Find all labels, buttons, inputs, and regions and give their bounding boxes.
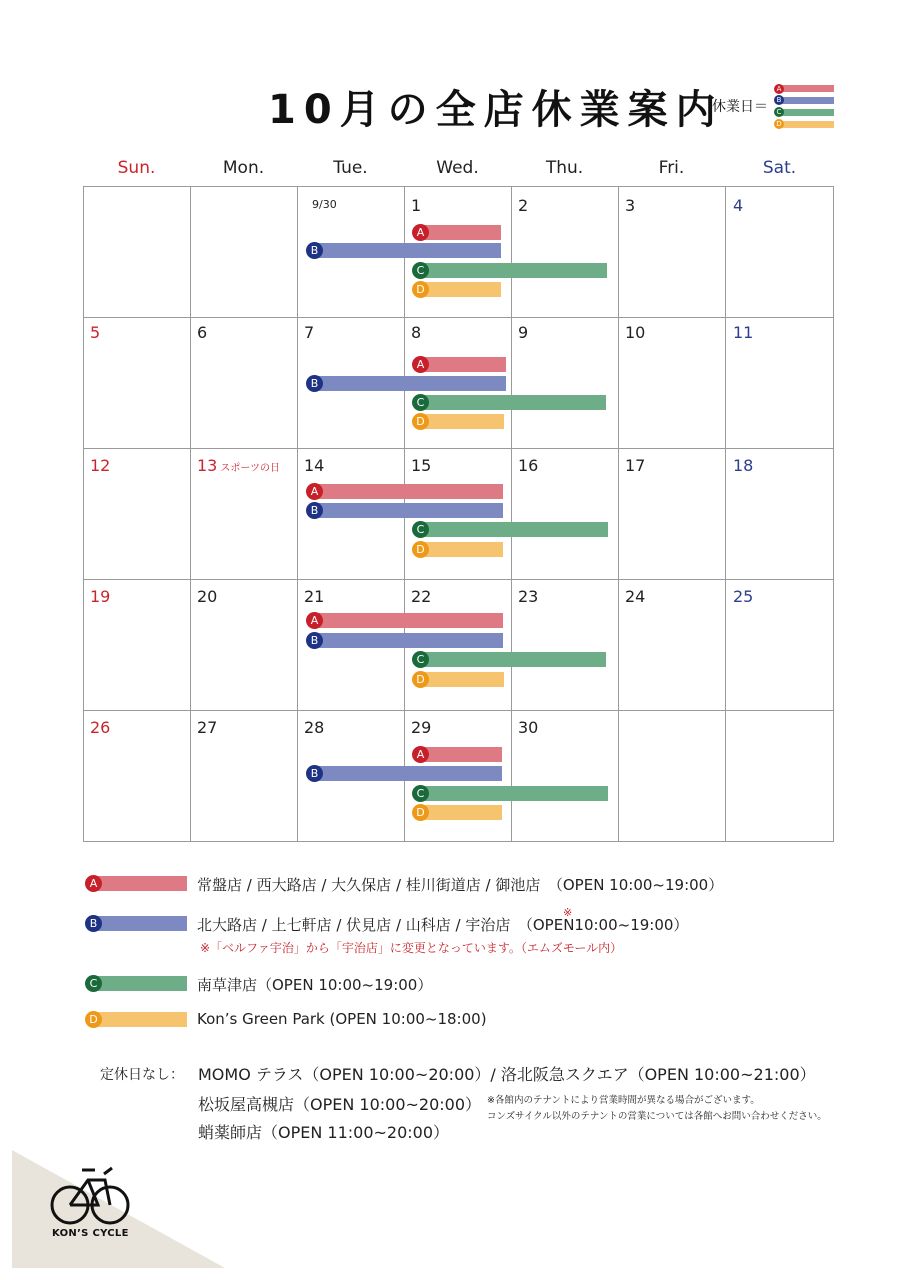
closure-bar-c [418,786,608,801]
date-cell: 19 [90,587,111,606]
legend-bar-a [776,85,834,92]
footnote: コンズサイクル以外のテナントの営業については各館へお問い合わせください。 [487,1111,827,1122]
date-cell: 1 [411,196,422,215]
closure-bar-b [312,503,503,518]
asterisk-mark: ※ [563,906,573,919]
no-fixed-store-line: MOMO テラス（OPEN 10:00~20:00）/ 洛北阪急スクエア（OPEN 10:00~21:00） [198,1065,816,1084]
footnote: ※各館内のテナントにより営業時間が異なる場合がございます。 [487,1095,760,1106]
date-cell: 27 [197,718,218,737]
legend-bar [95,916,187,931]
closure-bar-c [418,652,606,667]
date-cell: 22 [411,587,432,606]
grid-line [725,187,726,841]
closure-bar-b [312,243,501,258]
date-cell: 3 [625,196,636,215]
closure-bar-a [418,357,506,372]
closure-bar-a [418,747,502,762]
date-number: 13 [197,456,218,475]
closure-bar-d [418,542,503,557]
store-a-dot: A [306,483,323,500]
closure-bar-d [418,282,501,297]
date-cell: 9/30 [312,198,337,211]
legend-bar-d [776,121,834,128]
date-cell: 15 [411,456,432,475]
date-cell: 14 [304,456,325,475]
brand-logo: KON’S CYCLE [52,1228,129,1239]
store-d-dot: D [412,281,429,298]
legend-dot: C [85,975,102,992]
no-fixed-store-line: 松坂屋高槻店（OPEN 10:00~20:00） [198,1095,482,1114]
date-cell: 2 [518,196,529,215]
grid-line [84,579,833,580]
legend-stores-c: 南草津店（OPEN 10:00~19:00） [197,976,433,994]
date-cell: 16 [518,456,539,475]
date-cell: 12 [90,456,111,475]
weekday-mon: Mon. [222,158,265,178]
legend-dot: D [85,1011,102,1028]
closure-bar-c [418,395,606,410]
date-cell: 11 [733,323,754,342]
date-cell: 30 [518,718,539,737]
date-cell: 23 [518,587,539,606]
grid-line [84,710,833,711]
date-cell: 6 [197,323,208,342]
date-cell: 24 [625,587,646,606]
closure-bar-b [312,633,503,648]
weekday-fri: Fri. [658,158,685,178]
weekday-thu: Thu. [545,158,584,178]
store-a-dot: A [412,746,429,763]
store-c-dot: C [412,785,429,802]
store-d-dot: D [412,671,429,688]
grid-line [297,187,298,841]
closure-bar-d [418,805,502,820]
store-c-dot: C [412,262,429,279]
date-cell: 17 [625,456,646,475]
legend-dot: B [85,915,102,932]
closure-bar-a [312,484,503,499]
date-cell-holiday [197,456,280,475]
legend-dot: A [85,875,102,892]
holiday-label: スポーツの日 [220,463,280,474]
date-cell: 18 [733,456,754,475]
store-c-dot: C [412,651,429,668]
store-b-dot: B [306,632,323,649]
legend-bar [95,976,187,991]
legend-stores-b: 北大路店 / 上七軒店 / 伏見店 / 山科店 / 宇治店 （OPEN10:00~19:00） [197,916,689,934]
date-cell: 9 [518,323,529,342]
grid-line [511,187,512,841]
no-fixed-holiday-label: 定休日なし： [100,1067,184,1083]
date-cell: 28 [304,718,325,737]
store-b-dot: B [306,375,323,392]
closure-bar-a [418,225,501,240]
date-cell: 25 [733,587,754,606]
grid-line [84,317,833,318]
store-b-dot: B [306,242,323,259]
closure-bar-d [418,672,504,687]
corner-decoration [0,1150,230,1280]
legend-stores-a: 常盤店 / 西大路店 / 大久保店 / 桂川街道店 / 御池店 （OPEN 10:00~19:00） [197,876,724,894]
store-a-dot: A [412,224,429,241]
store-b-dot: B [306,502,323,519]
closed-day-label: 休業日＝ [712,99,768,115]
date-cell: 29 [411,718,432,737]
legend-bar [95,1012,187,1027]
legend-stores-d: Kon’s Green Park (OPEN 10:00~18:00) [197,1010,487,1028]
closure-bar-d [418,414,504,429]
grid-line [190,187,191,841]
weekday-sun: Sun. [117,158,156,178]
store-b-dot: B [306,765,323,782]
grid-line [618,187,619,841]
store-a-dot: A [412,356,429,373]
closure-bar-c [418,522,608,537]
closure-bar-a [312,613,503,628]
date-cell: 8 [411,323,422,342]
date-cell: 21 [304,587,325,606]
store-c-dot: C [412,521,429,538]
legend-bar-b [776,97,834,104]
store-a-dot: A [306,612,323,629]
legend-dot-d: D [774,119,784,129]
closure-bar-b [312,766,502,781]
store-c-dot: C [412,394,429,411]
date-cell: 7 [304,323,315,342]
date-cell: 5 [90,323,101,342]
legend-bar-c [776,109,834,116]
page-title: 10月の全店休業案内 [268,87,724,133]
legend-bar [95,876,187,891]
legend-dot-a: A [774,84,784,94]
uji-store-note: ※「ベルファ宇治」から「宇治店」に変更となっています。（エムズモール内） [200,941,623,955]
store-d-dot: D [412,413,429,430]
weekday-sat: Sat. [762,158,797,178]
store-d-dot: D [412,541,429,558]
date-cell: 4 [733,196,744,215]
legend-dot-b: B [774,95,784,105]
closure-bar-c [418,263,607,278]
weekday-tue: Tue. [333,158,368,178]
no-fixed-store-line: 蛸薬師店（OPEN 11:00~20:00） [198,1123,450,1142]
store-d-dot: D [412,804,429,821]
date-cell: 10 [625,323,646,342]
grid-line [84,448,833,449]
legend-dot-c: C [774,107,784,117]
weekday-wed: Wed. [436,158,479,178]
date-cell: 20 [197,587,218,606]
closed-day-legend [712,84,852,130]
closure-bar-b [312,376,506,391]
date-cell: 26 [90,718,111,737]
